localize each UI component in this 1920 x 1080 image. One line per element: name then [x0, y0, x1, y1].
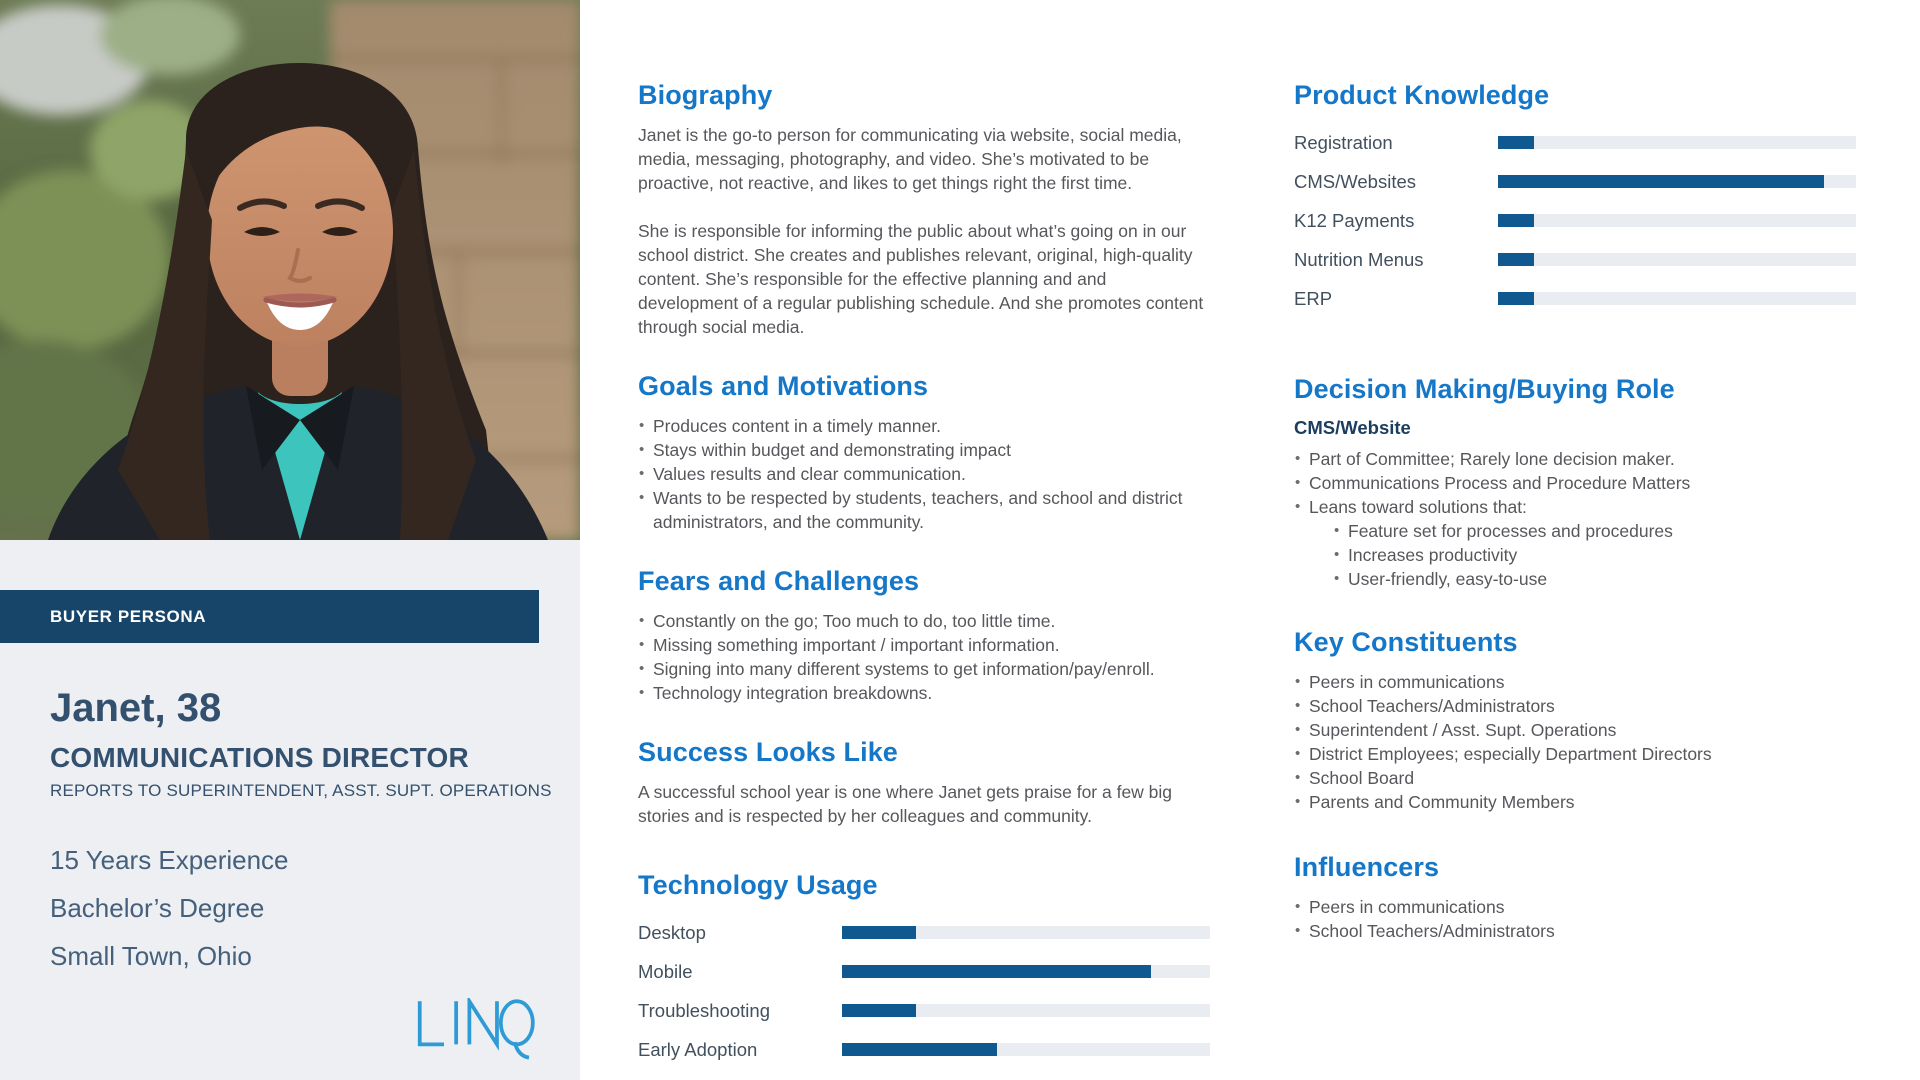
fears-list	[638, 609, 1210, 705]
goals-heading: Goals and Motivations	[638, 371, 929, 401]
bar-track	[1498, 175, 1856, 188]
fact-education: Bachelor’s Degree	[50, 893, 265, 923]
bar-track	[842, 1043, 1210, 1056]
list-item: • Part of Committee; Rarely lone decision maker.	[1294, 447, 1856, 471]
bar-label: Desktop	[638, 921, 706, 943]
bar-row-registration	[1294, 123, 1856, 162]
linq-logo	[412, 998, 540, 1062]
influencers-heading: Influencers	[1294, 852, 1440, 882]
decision-making-sublist	[1333, 519, 1856, 591]
list-item: • Increases productivity	[1333, 543, 1856, 567]
bar-row-k12-payments	[1294, 201, 1856, 240]
persona-job-title: COMMUNICATIONS DIRECTOR	[50, 742, 469, 773]
fact-experience: 15 Years Experience	[50, 845, 289, 875]
key-constituents-list	[1294, 670, 1856, 814]
bar-row-mobile	[638, 952, 1210, 991]
list-item: • School Teachers/Administrators	[1294, 694, 1856, 718]
persona-facts	[50, 836, 289, 980]
left-panel	[0, 0, 580, 1080]
key-constituents-heading: Key Constituents	[1294, 627, 1518, 657]
bar-track	[1498, 292, 1856, 305]
bar-fill	[1498, 253, 1534, 266]
bar-track	[1498, 136, 1856, 149]
bar-track	[842, 926, 1210, 939]
biography-paragraph-2: She is responsible for informing the public about what’s going on in our school district. She creates and publishes relevant, original, high-quality content. She’s responsible for the effective planning and and development of a regular publishing schedule. And she promotes content through social media.	[638, 221, 1204, 337]
goals-list	[638, 414, 1210, 534]
decision-making-heading: Decision Making/Buying Role	[1294, 374, 1675, 404]
right-column	[1294, 80, 1856, 943]
bar-track	[1498, 253, 1856, 266]
bar-row-cms-websites	[1294, 162, 1856, 201]
technology-usage-heading: Technology Usage	[638, 870, 878, 900]
bar-fill	[1498, 214, 1534, 227]
list-item: • User-friendly, easy-to-use	[1333, 567, 1856, 591]
bar-fill	[1498, 175, 1824, 188]
fears-heading: Fears and Challenges	[638, 566, 920, 596]
list-item: • Peers in communications	[1294, 895, 1856, 919]
bar-label: Early Adoption	[638, 1038, 758, 1060]
success-heading: Success Looks Like	[638, 737, 898, 767]
bar-fill	[842, 965, 1151, 978]
list-item: • Values results and clear communication.	[638, 462, 1210, 486]
bar-label: Troubleshooting	[638, 999, 770, 1021]
influencers-list	[1294, 895, 1856, 943]
bar-row-desktop	[638, 913, 1210, 952]
list-item-text: Leans toward solutions that:	[1309, 497, 1527, 517]
list-item: • School Teachers/Administrators	[1294, 919, 1856, 943]
list-item: • Superintendent / Asst. Supt. Operations	[1294, 718, 1856, 742]
list-item: • Stays within budget and demonstrating impact	[638, 438, 1210, 462]
technology-usage-chart	[638, 913, 1210, 1069]
biography-paragraph-1: Janet is the go-to person for communicating via website, social media, media, messaging, photography, and video. She’s motivated to be proactive, not reactive, and likes to get things right the first time.	[638, 125, 1182, 193]
bar-row-erp	[1294, 279, 1856, 318]
buyer-persona-band	[0, 590, 539, 643]
list-item	[1294, 495, 1856, 591]
bar-track	[1498, 214, 1856, 227]
middle-column	[638, 80, 1210, 1069]
success-text: A successful school year is one where Janet gets praise for a few big stories and is respected by her colleagues and community.	[638, 782, 1173, 826]
bar-fill	[842, 926, 916, 939]
buyer-persona-label: BUYER PERSONA	[50, 606, 207, 626]
decision-making-list	[1294, 447, 1856, 591]
list-item: • Wants to be respected by students, teachers, and school and district administrators, and the community.	[638, 486, 1210, 534]
persona-name: Janet, 38	[50, 686, 222, 730]
list-item: • Constantly on the go; Too much to do, too little time.	[638, 609, 1210, 633]
bar-fill	[842, 1004, 916, 1017]
list-item: • Parents and Community Members	[1294, 790, 1856, 814]
bar-fill	[842, 1043, 997, 1056]
bar-label: ERP	[1294, 287, 1333, 309]
product-knowledge-heading: Product Knowledge	[1294, 80, 1550, 110]
list-item: • Communications Process and Procedure Matters	[1294, 471, 1856, 495]
product-knowledge-chart	[1294, 123, 1856, 318]
bar-row-early-adoption	[638, 1030, 1210, 1069]
fact-location: Small Town, Ohio	[50, 941, 252, 971]
biography-heading: Biography	[638, 80, 773, 110]
bar-label: Nutrition Menus	[1294, 248, 1424, 270]
persona-reports-to: REPORTS TO SUPERINTENDENT, ASST. SUPT. OPERATIONS	[50, 781, 552, 800]
bar-track	[842, 965, 1210, 978]
bar-fill	[1498, 292, 1534, 305]
bar-label: CMS/Websites	[1294, 170, 1416, 192]
bar-label: Registration	[1294, 131, 1393, 153]
list-item: • Missing something important / important information.	[638, 633, 1210, 657]
persona-photo	[0, 0, 580, 540]
list-item: • Feature set for processes and procedures	[1333, 519, 1856, 543]
bar-row-nutrition-menus	[1294, 240, 1856, 279]
list-item: • Technology integration breakdowns.	[638, 681, 1210, 705]
list-item: • District Employees; especially Department Directors	[1294, 742, 1856, 766]
bar-fill	[1498, 136, 1534, 149]
bar-row-troubleshooting	[638, 991, 1210, 1030]
decision-making-subheading: CMS/Website	[1294, 417, 1411, 438]
list-item: • Produces content in a timely manner.	[638, 414, 1210, 438]
bar-label: Mobile	[638, 960, 693, 982]
list-item: • Peers in communications	[1294, 670, 1856, 694]
list-item: • School Board	[1294, 766, 1856, 790]
list-item: • Signing into many different systems to get information/pay/enroll.	[638, 657, 1210, 681]
bar-label: K12 Payments	[1294, 209, 1415, 231]
bar-track	[842, 1004, 1210, 1017]
